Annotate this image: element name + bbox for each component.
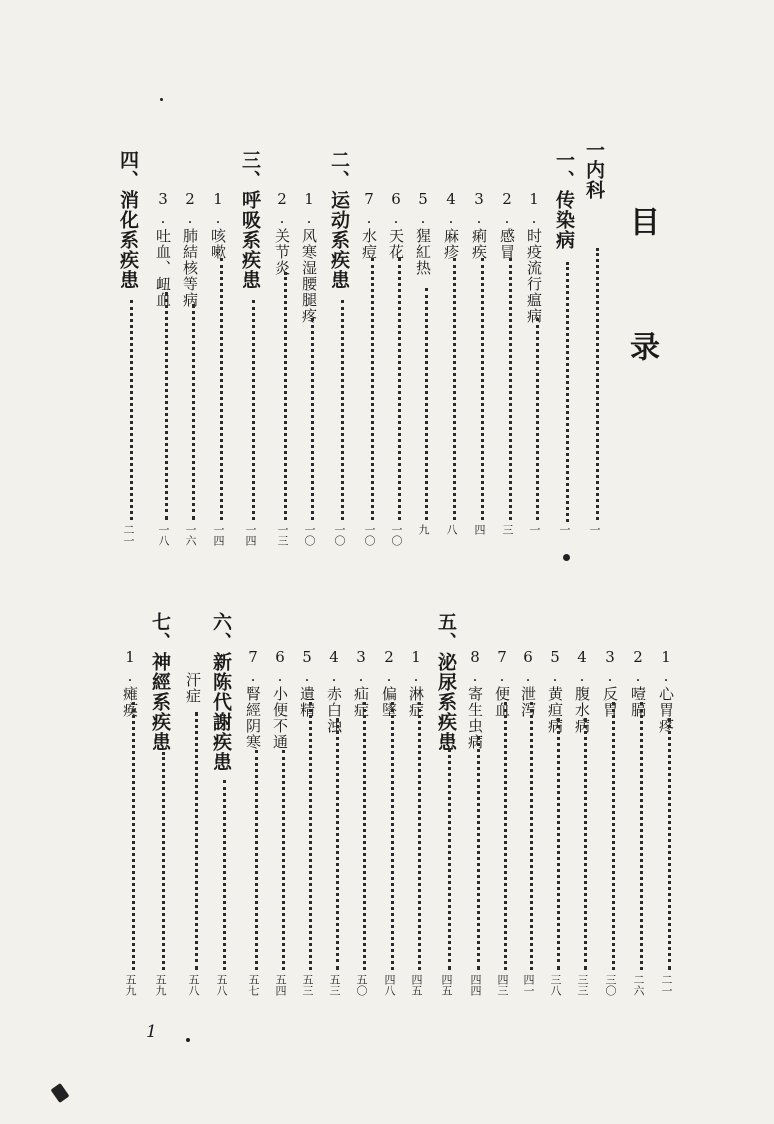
leader-dots [418, 702, 421, 970]
toc-entry: 2.偏墜 [380, 648, 398, 718]
page-number: 五八 [215, 974, 228, 996]
leader-dots [309, 702, 312, 970]
page-number: 四 [473, 524, 486, 535]
page-number: 一〇 [363, 524, 376, 546]
page-number: 五七 [247, 974, 260, 996]
leader-dots [481, 258, 484, 520]
leader-dots [425, 288, 428, 520]
section-digestive: 四、消化系疾患 [117, 150, 139, 290]
leader-dots [252, 300, 255, 520]
leader-dots [255, 750, 258, 970]
page-number: 一八 [157, 524, 170, 546]
toc-entry: 2.肺結核等病 [181, 190, 199, 308]
page-number: 五九 [124, 974, 137, 996]
page-number: 三八 [549, 974, 562, 996]
toc-entry: 1.风寒湿腰腿疼 [300, 190, 318, 324]
page-number: 三〇 [604, 974, 617, 996]
page-number: 五〇 [355, 974, 368, 996]
toc-entry: 1.淋症 [407, 648, 425, 718]
page-title: 目 录 [624, 206, 659, 391]
leader-dots [536, 318, 539, 520]
toc-entry: 8.寄生虫病 [466, 648, 484, 750]
leader-dots [363, 702, 366, 970]
folio-number: 1 [146, 1022, 157, 1042]
leader-dots [504, 702, 507, 970]
leader-dots [311, 318, 314, 520]
page-number: 一 [528, 524, 541, 535]
toc-entry: 2.噎膈 [629, 648, 647, 718]
toc-entry: 2.关节炎 [273, 190, 291, 276]
page-number: 三 [501, 524, 514, 535]
page-number: 一 [588, 524, 601, 535]
page-number: 五四 [274, 974, 287, 996]
leader-dots [220, 258, 223, 520]
page-number: 九 [417, 524, 430, 535]
page-number: 五九 [154, 974, 167, 996]
page-number: 四五 [440, 974, 453, 996]
toc-entry: 5.遺精 [298, 648, 316, 718]
leader-dots [398, 258, 401, 520]
toc-entry: 6.泄泻 [519, 648, 537, 718]
toc-entry: 1.心胃疼 [657, 648, 675, 734]
leader-dots [162, 752, 165, 970]
section-respiratory: 三、呼吸系疾患 [239, 150, 261, 290]
toc-entry: 6.天花 [387, 190, 405, 260]
leader-dots [509, 258, 512, 520]
toc-entry: 4.赤白浊 [325, 648, 343, 734]
page-number: 一〇 [303, 524, 316, 546]
page-number: 二六 [632, 974, 645, 996]
ink-speck [160, 98, 163, 101]
leader-dots [596, 248, 599, 520]
section-motor: 二、运动系疾患 [328, 150, 350, 290]
page-number: 一六 [184, 524, 197, 546]
page-number: 四一 [522, 974, 535, 996]
leader-dots [371, 258, 374, 520]
section-metabolic: 六、新陈代謝疾患 [210, 612, 232, 772]
page-number: 一三 [276, 524, 289, 546]
leader-dots [284, 272, 287, 520]
toc-entry: 3.痢疾 [470, 190, 488, 260]
page-number: 四四 [469, 974, 482, 996]
page-number: 一四 [212, 524, 225, 546]
leader-dots [557, 718, 560, 970]
toc-entry: 7.水痘 [360, 190, 378, 260]
leader-dots [165, 292, 168, 520]
section-urinary: 五、泌尿系疾患 [435, 612, 457, 752]
toc-entry: 3.反胃 [601, 648, 619, 718]
leader-dots [566, 262, 569, 522]
leader-dots [477, 736, 480, 970]
page-number: 二一 [122, 524, 135, 546]
leader-dots [336, 718, 339, 970]
page-number: 一〇 [390, 524, 403, 546]
toc-entry: 7.便血 [493, 648, 511, 718]
page-number: 一 [558, 524, 571, 535]
toc-entry: 1.咳嗽 [209, 190, 227, 260]
leader-dots [584, 718, 587, 970]
page-number: 四三 [496, 974, 509, 996]
leader-dots [192, 304, 195, 520]
toc-entry: 7.腎經阴寒 [244, 648, 262, 750]
toc-entry: 3.疝症 [352, 648, 370, 718]
leader-dots [195, 712, 198, 970]
section-internal-medicine: 一内科 [583, 140, 605, 200]
page-number: 四五 [410, 974, 423, 996]
page-number: 一〇 [333, 524, 346, 546]
section-infectious: 一、传染病 [553, 150, 575, 250]
page-number: 五八 [187, 974, 200, 996]
leader-dots [130, 300, 133, 520]
toc-entry: 4.腹水病 [573, 648, 591, 734]
page-number: 五三 [328, 974, 341, 996]
page-number: 八 [445, 524, 458, 535]
leader-dots [448, 748, 451, 970]
leader-dots [612, 702, 615, 970]
ink-dot [563, 554, 570, 561]
section-nervous: 七、神經系疾患 [149, 612, 171, 752]
leader-dots [282, 750, 285, 970]
page-number: 一四 [244, 524, 257, 546]
leader-dots [640, 702, 643, 970]
page-number: 二一 [660, 974, 673, 996]
toc-entry: 1.时疫流行瘟病 [525, 190, 543, 324]
toc-entry: 2.感冒 [498, 190, 516, 260]
toc-entry: 4.麻疹 [442, 190, 460, 260]
corner-mark [50, 1083, 69, 1103]
leader-dots [132, 702, 135, 970]
toc-entry: 5.猩紅热 [414, 190, 432, 276]
page-number: 四八 [383, 974, 396, 996]
toc-entry: 3.吐血、衄血 [154, 190, 172, 308]
leader-dots [223, 780, 226, 970]
toc-entry: 6.小便不通 [271, 648, 289, 750]
ink-speck [186, 1038, 190, 1042]
leader-dots [453, 258, 456, 520]
toc-entry: 汗症 [184, 672, 202, 704]
leader-dots [341, 300, 344, 520]
toc-entry: 5.黄疸病 [546, 648, 564, 734]
page-number: 三三 [576, 974, 589, 996]
leader-dots [391, 702, 394, 970]
leader-dots [530, 702, 533, 970]
leader-dots [668, 718, 671, 970]
toc-entry: 1.瘫痪 [121, 648, 139, 718]
page-number: 五三 [301, 974, 314, 996]
